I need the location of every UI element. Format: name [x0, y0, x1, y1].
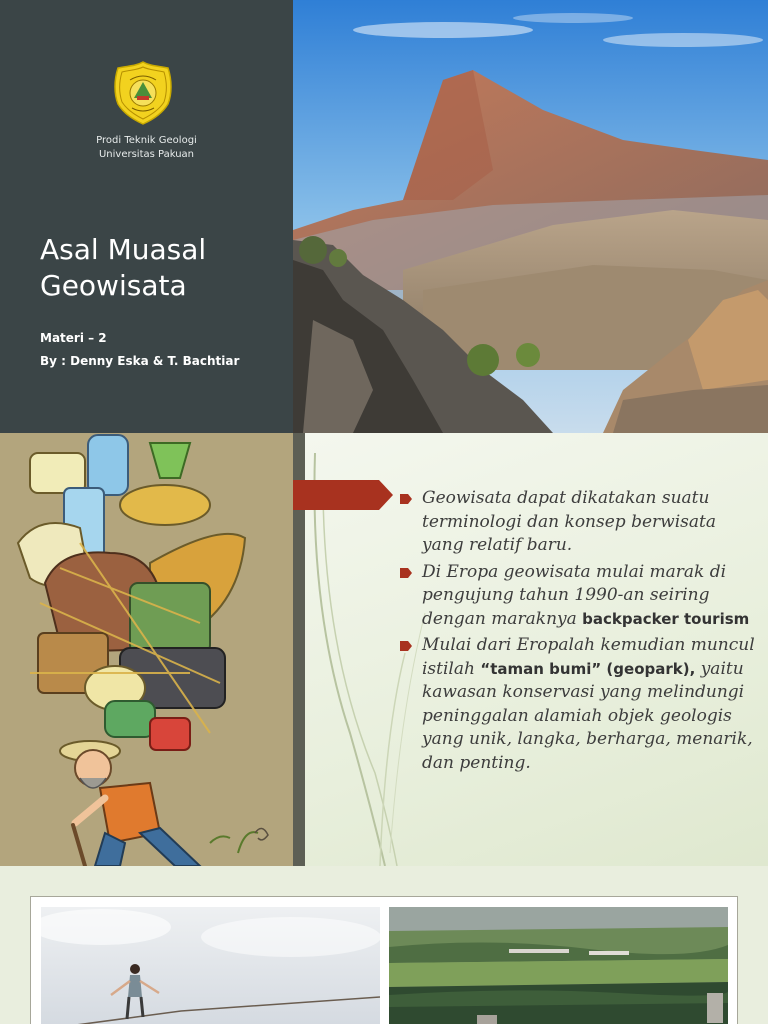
- bullet-list: [400, 487, 760, 778]
- tightrope-walker-photo: [41, 907, 380, 1024]
- slide-title-text: [40, 232, 206, 304]
- bullet-item: [400, 561, 760, 632]
- bullet-text: yaitu kawasan konservasi yang melindungi peninggalan alamiah objek geologis yang unik, langka, berharga, menarik, dan penting.: [422, 658, 753, 773]
- bullet-item: [400, 487, 760, 558]
- accent-arrow-icon: [293, 480, 393, 510]
- slide-title: [0, 0, 768, 433]
- materi-label: Materi – 2: [40, 331, 107, 345]
- bullet-emphasis-text: backpacker tourism: [582, 609, 750, 628]
- bullet-arrow-icon: [400, 568, 412, 578]
- institution-name: [0, 134, 293, 162]
- institution-line-2: Universitas Pakuan: [98, 149, 195, 160]
- bullet-text: Mulai dari Eropalah kemudian muncul istilah: [422, 635, 755, 679]
- bullet-text: Geowisata dapat dikatakan suatu terminologi dan konsep berwisata yang relatif baru.: [422, 488, 716, 555]
- photo-frame: [30, 896, 738, 1024]
- bullet-arrow-icon: [400, 494, 412, 504]
- backpacker-illustration: [0, 433, 293, 866]
- title-panel: [0, 0, 293, 433]
- slide-history: [0, 433, 768, 866]
- mountain-photo: [293, 0, 768, 433]
- institution-line-1: Prodi Teknik Geologi: [96, 135, 197, 146]
- title-line-2: Geowisata: [40, 269, 187, 302]
- bullet-arrow-icon: [400, 641, 412, 651]
- bullet-text: Di Eropa geowisata mulai marak di pengujung tahun 1990-an seiring dengan maraknya: [422, 561, 727, 629]
- bullet-item: [400, 634, 760, 775]
- slide-photos: [0, 866, 768, 1024]
- illustration-panel: [0, 433, 293, 866]
- university-shield-icon: [110, 60, 176, 126]
- landscape-valley-photo: [389, 907, 728, 1024]
- title-line-1: Asal Muasal: [40, 233, 207, 266]
- authors-label: By : Denny Eska & T. Bachtiar: [40, 354, 240, 368]
- bullet-emphasis-text: “taman bumi” (geopark),: [480, 659, 696, 678]
